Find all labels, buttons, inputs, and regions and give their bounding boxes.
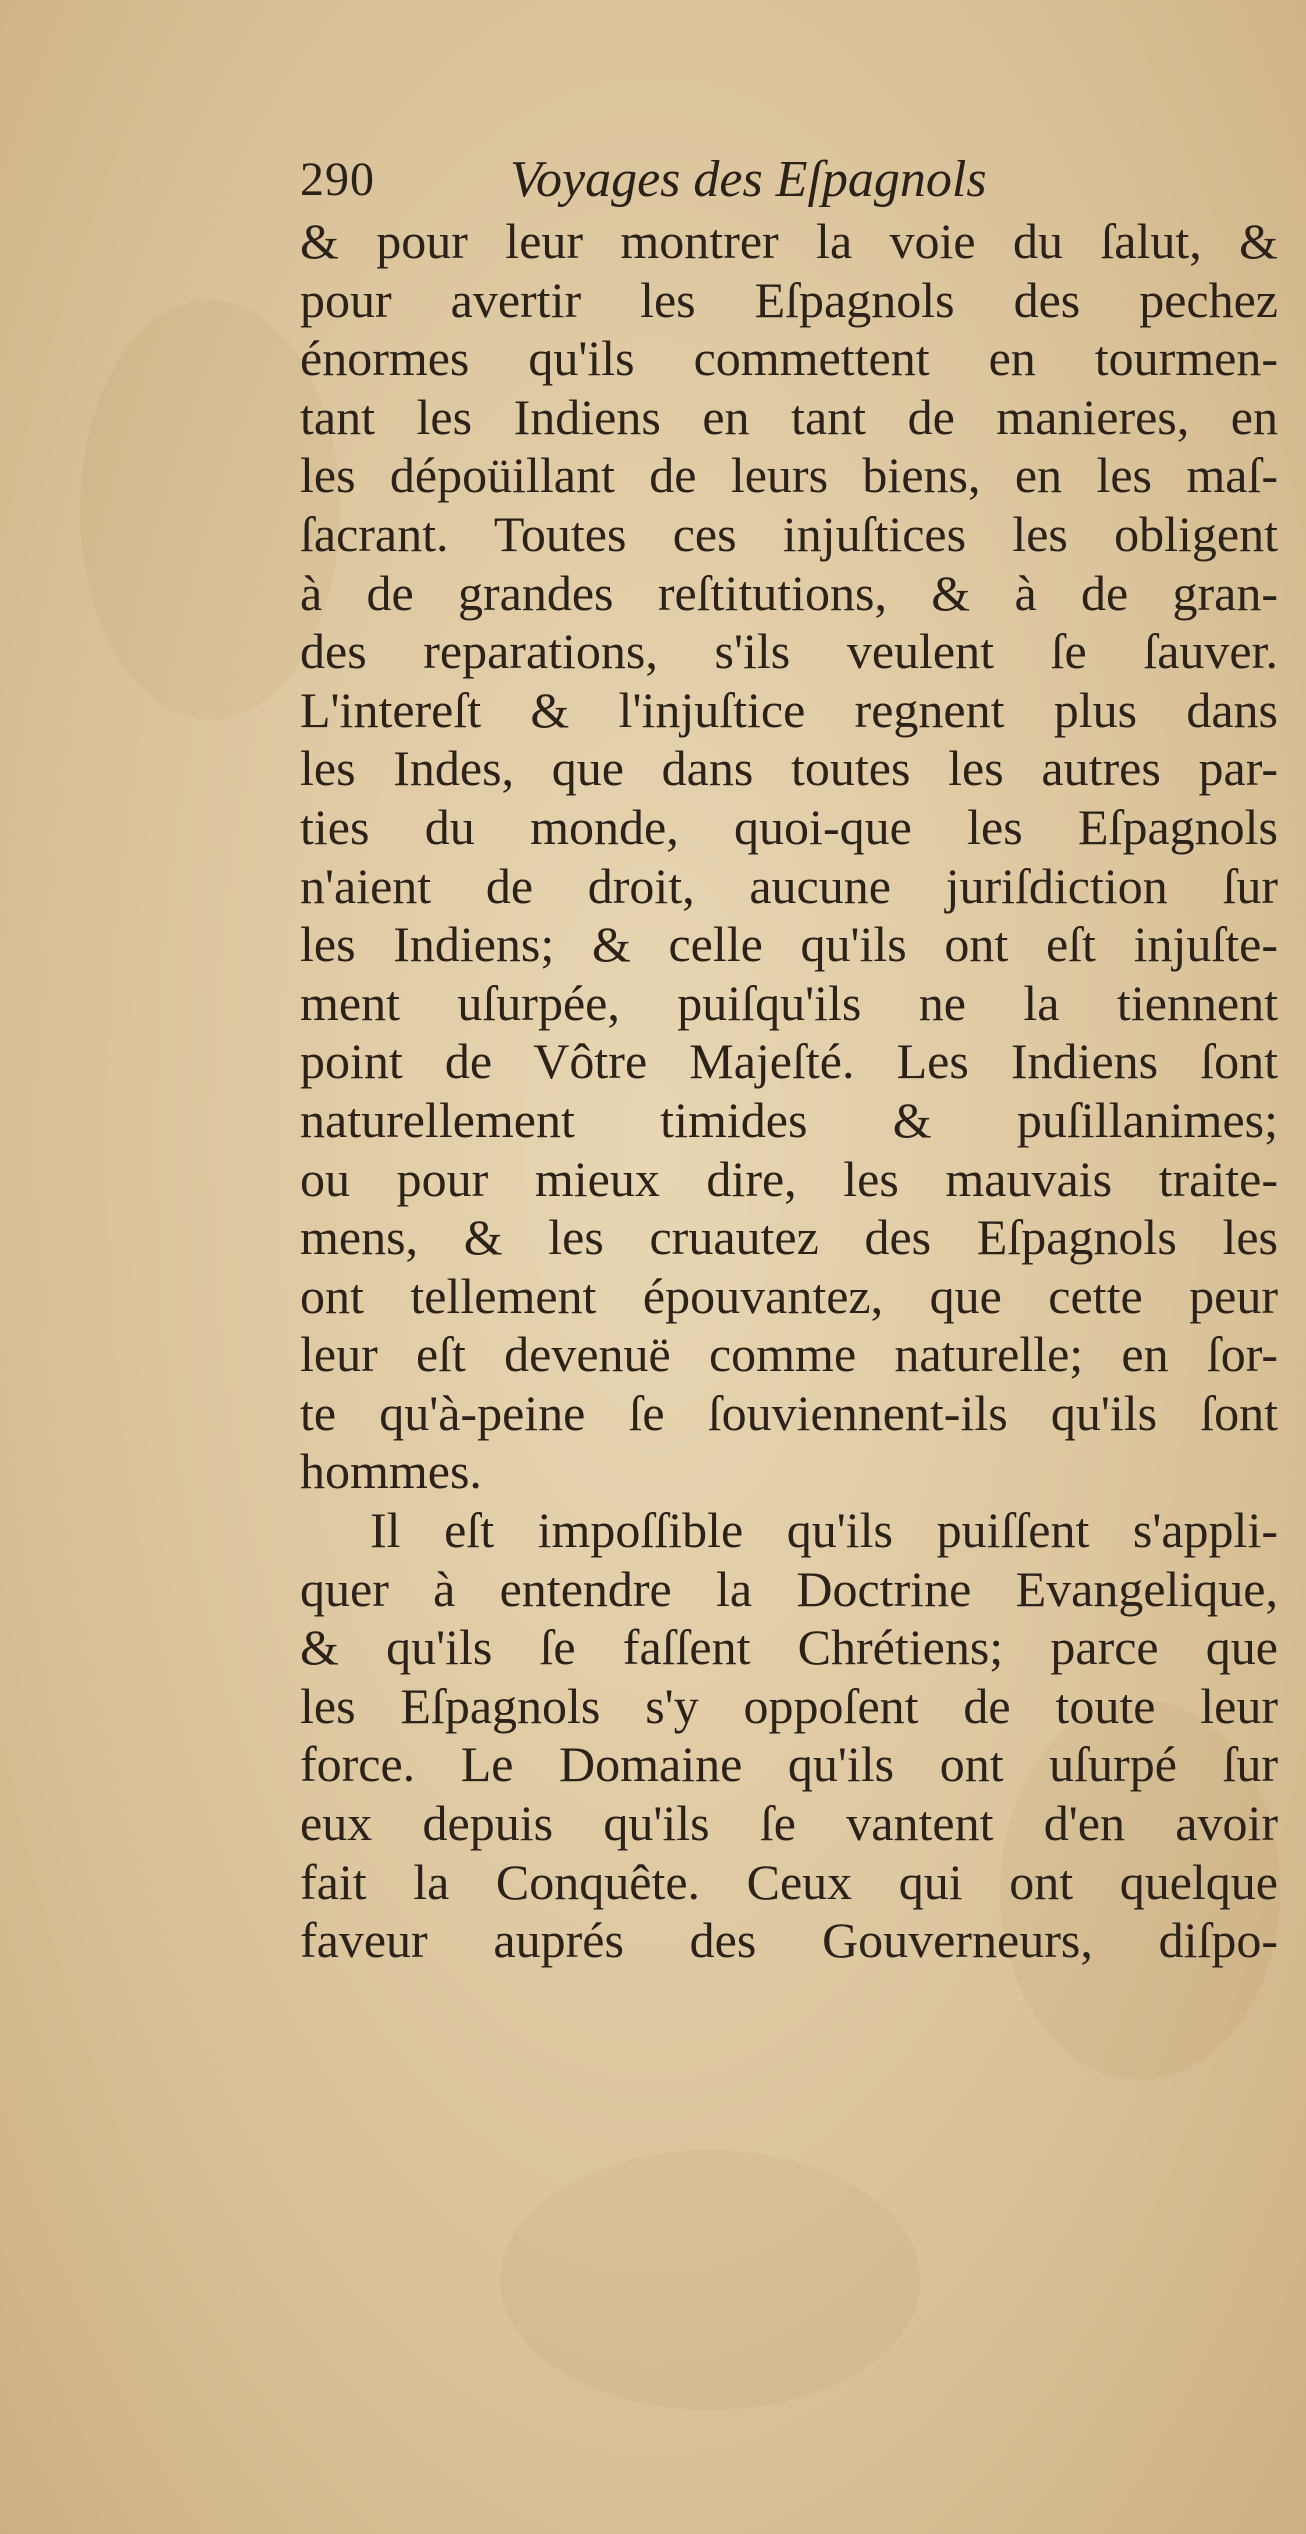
text-line: les dépoüillant de leurs biens, en les maſ- (300, 447, 1278, 504)
text-line: leur eſt devenuë comme naturelle; en ſor- (300, 1326, 1278, 1383)
text-line: point de Vôtre Majeſté. Les Indiens ſont (300, 1033, 1278, 1090)
page-header (300, 150, 1260, 220)
text-line: Il eſt impoſſible qu'ils puiſſent s'appli- (370, 1502, 1278, 1559)
text-line: ont tellement épouvantez, que cette peur (300, 1267, 1278, 1324)
paragraph-2 (300, 1501, 1278, 1970)
text-line: hommes. (300, 1443, 482, 1500)
text-line: les Indiens; & celle qu'ils ont eſt injuſte- (300, 916, 1278, 973)
text-line: & pour leur montrer la voie du ſalut, & (300, 213, 1278, 269)
body-text (300, 212, 1278, 1970)
text-line: & qu'ils ſe faſſent Chrétiens; parce que (300, 1619, 1278, 1676)
text-line: faveur auprés des Gouverneurs, diſpo- (300, 1912, 1278, 1969)
text-line: ties du monde, quoi-que les Eſpagnols (300, 798, 1278, 855)
text-line: ment uſurpée, puiſqu'ils ne la tiennent (300, 974, 1278, 1031)
text-line: quer à entendre la Doctrine Evangelique, (300, 1560, 1278, 1617)
text-line: à de grandes reſtitutions, & à de gran- (300, 564, 1278, 621)
text-line: naturellement timides & puſillanimes; (300, 1091, 1278, 1148)
text-line: fait la Conquête. Ceux qui ont quelque (300, 1853, 1278, 1910)
text-line: te qu'à-peine ſe ſouviennent-ils qu'ils ſont (300, 1384, 1278, 1441)
text-line: des reparations, s'ils veulent ſe ſauver. (300, 623, 1278, 680)
text-line: mens, & les cruautez des Eſpagnols les (300, 1209, 1278, 1266)
text-line: les Eſpagnols s'y oppoſent de toute leur (300, 1677, 1278, 1734)
text-line: eux depuis qu'ils ſe vantent d'en avoir (300, 1795, 1278, 1852)
text-line: force. Le Domaine qu'ils ont uſurpé ſur (300, 1736, 1278, 1793)
text-line: ou pour mieux dire, les mauvais traite- (300, 1150, 1278, 1207)
text-line: énormes qu'ils commettent en tourmen- (300, 330, 1278, 387)
text-line: ſacrant. Toutes ces injuſtices les obligent (300, 505, 1278, 562)
text-line: pour avertir les Eſpagnols des pechez (300, 271, 1278, 328)
text-line: tant les Indiens en tant de manieres, en (300, 388, 1278, 445)
paragraph-1 (300, 212, 1278, 1501)
running-title: Voyages des Eſpagnols (510, 151, 987, 208)
text-line: n'aient de droit, aucune juriſdiction ſur (300, 857, 1278, 914)
page-number: 290 (300, 153, 375, 206)
text-line: L'intereſt & l'injuſtice regnent plus dans (300, 681, 1278, 738)
text-line: les Indes, que dans toutes les autres par- (300, 740, 1278, 797)
paper-stain (500, 2150, 920, 2410)
